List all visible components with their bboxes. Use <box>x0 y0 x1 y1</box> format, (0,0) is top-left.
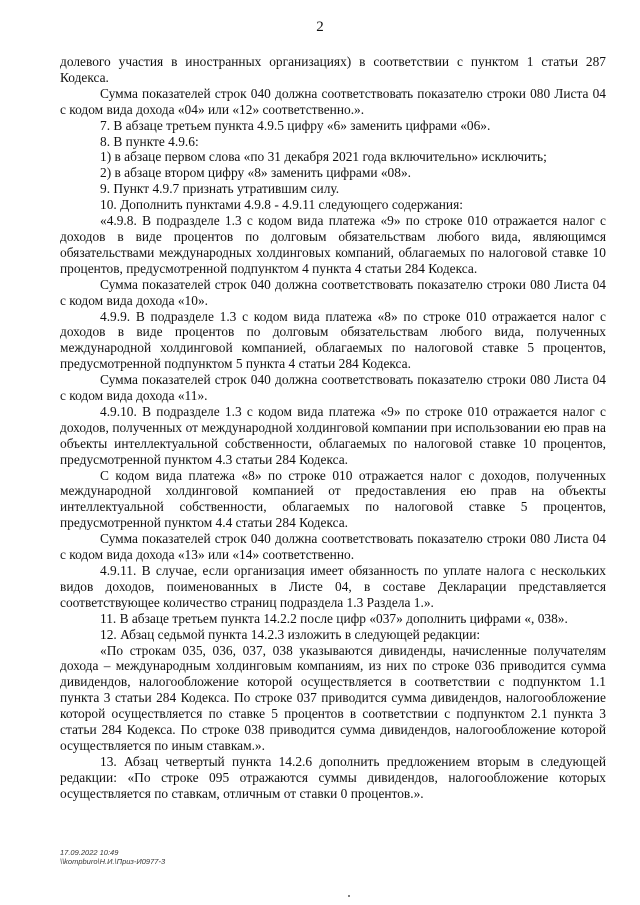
paragraph: 2) в абзаце втором цифру «8» заменить цифрами «08». <box>100 165 411 181</box>
page-number: 2 <box>316 19 324 35</box>
scan-artifact <box>348 895 350 897</box>
paragraph: Сумма показателей строк 040 должна соответствовать показателю строки 080 Листа 04 с кодом вида дохода «11». <box>60 372 606 404</box>
paragraph: 8. В пункте 4.9.6: <box>100 133 199 149</box>
document-body <box>60 54 606 802</box>
paragraph: 4.9.11. В случае, если организация имеет обязанность по уплате налога с нескольких видов доходов, поименованных в Листе 04, в составе Декларации представляется соответствующее количество страниц подраздела 1.3 Раздела 1.». <box>60 563 606 610</box>
footer-timestamp: 17.09.2022 10:49 <box>60 848 119 857</box>
paragraph: 1) в абзаце первом слова «по 31 декабря 2021 года включительно» исключить; <box>100 149 547 165</box>
document-footer <box>60 848 165 866</box>
footer-file-path: \\kompburo\Н.И.\Приз-И0977-3 <box>60 857 166 866</box>
paragraph: 4.9.9. В подразделе 1.3 с кодом вида платежа «8» по строке 010 отражается налог с доходов в виде процентов по долговым обязательствам любого вида, полученных международной холдинговой компанией, облагаемых по налоговой ставке 5 процентов, предусмотренной подпунктом 5 пункта 4 статьи 284 Кодекса. <box>60 308 606 372</box>
paragraph: 12. Абзац седьмой пункта 14.2.3 изложить в следующей редакции: <box>100 626 481 642</box>
paragraph: «По строкам 035, 036, 037, 038 указываются дивиденды, начисленные получателям дохода – международным холдинговым компаниям, из них по строке 036 приводится сумма дивидендов, налогообложение которой осуществляется в соответствии с подпунктом 1.1 пункта 3 статьи 284 Кодекса. По строке 037 приводится сумма дивидендов, налогообложение которой осуществляется по ставке 5 процентов в соответствии с подпунктом 2.1 пункта 3 статьи 284 Кодекса. По строке 038 приводится сумма дивидендов, налогообложение которой осуществляется по иным ставкам.». <box>60 642 606 753</box>
paragraph-continuation: долевого участия в иностранных организациях) в соответствии с пунктом 1 статьи 287 Кодекса. <box>60 54 606 85</box>
paragraph: 11. В абзаце третьем пункта 14.2.2 после цифр «037» дополнить цифрами «, 038». <box>100 610 568 626</box>
paragraph: 13. Абзац четвертый пункта 14.2.6 дополнить предложением вторым в следующей редакции: «По строке 095 отражаются суммы дивидендов, налогообложение которых осуществляется по ставкам, отличным от ставки 0 процентов.». <box>60 753 606 801</box>
paragraph: 9. Пункт 4.9.7 признать утратившим силу. <box>100 181 340 197</box>
paragraph: 10. Дополнить пунктами 4.9.8 - 4.9.11 следующего содержания: <box>100 197 463 213</box>
paragraph: 7. В абзаце третьем пункта 4.9.5 цифру «6» заменить цифрами «06». <box>100 117 491 133</box>
paragraph: 4.9.10. В подразделе 1.3 с кодом вида платежа «9» по строке 010 отражается налог с доходов, полученных от международной холдинговой компании при использовании ею прав на объекты интеллектуальной собственности, облагаемых по налоговой ставке 10 процентов, предусмотренной пунктом 4.3 статьи 284 Кодекса. <box>60 403 606 467</box>
paragraph: Сумма показателей строк 040 должна соответствовать показателю строки 080 Листа 04 с кодом вида дохода «13» или «14» соответственно. <box>60 531 606 563</box>
paragraph: Сумма показателей строк 040 должна соответствовать показателю строки 080 Листа 04 с кодом вида дохода «04» или «12» соответственно.». <box>60 85 606 117</box>
paragraph: Сумма показателей строк 040 должна соответствовать показателю строки 080 Листа 04 с кодом вида дохода «10». <box>60 276 606 308</box>
paragraph: С кодом вида платежа «8» по строке 010 отражается налог с доходов, полученных международной холдинговой компанией от предоставления ею прав на объекты интеллектуальной собственности, облагаемых по налоговой ставке 5 процентов, предусмотренной пунктом 4.4 статьи 284 Кодекса. <box>60 467 606 531</box>
paragraph: «4.9.8. В подразделе 1.3 с кодом вида платежа «9» по строке 010 отражается налог с доходов в виде процентов по долговым обязательствам любого вида, являющимся обязательствами международных холдинговых компаний, облагаемых по налоговой ставке 10 процентов, предусмотренной подпунктом 4 пункта 4 статьи 284 Кодекса. <box>60 213 606 276</box>
